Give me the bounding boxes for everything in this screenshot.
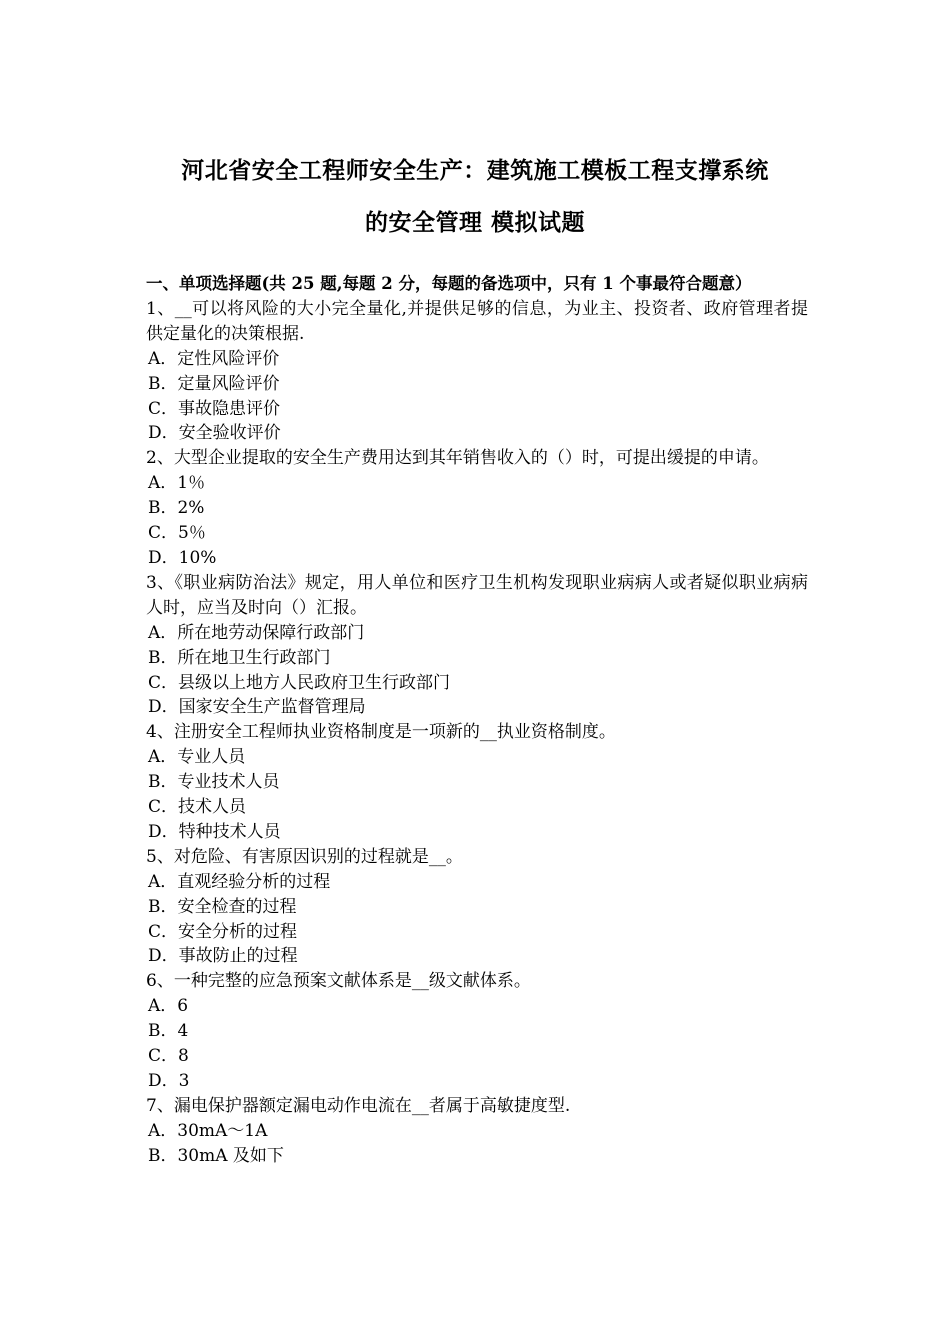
option-b: B．安全检查的过程 <box>148 896 297 917</box>
question-text: 1、__可以将风险的大小完全量化,并提供足够的信息，为业主、投资者、政府管理者提供定量化的决策根据. <box>146 298 808 344</box>
option-d: D．事故防止的过程 <box>148 946 298 967</box>
option-a: A．直观经验分析的过程 <box>148 871 331 892</box>
question-text: 3、《职业病防治法》规定，用人单位和医疗卫生机构发现职业病病人或者疑似职业病病人时，应当及时向（）汇报。 <box>146 572 808 618</box>
section-heading: 一、单项选择题(共 25 题,每题 2 分，每题的备选项中，只有 1 个事最符合题意） <box>146 274 752 293</box>
option-b: B．4 <box>148 1021 189 1042</box>
document-title-line1: 河北省安全工程师安全生产：建筑施工模板工程支撑系统 <box>181 157 769 184</box>
option-b: B．所在地卫生行政部门 <box>148 647 331 668</box>
question-text: 2、大型企业提取的安全生产费用达到其年销售收入的（）时，可提出缓提的申请。 <box>146 448 769 469</box>
option-d: D．安全验收评价 <box>148 423 281 444</box>
option-d: D．10% <box>148 547 217 568</box>
option-a: A．30mA～1A <box>148 1120 268 1141</box>
option-a: A．1％ <box>148 473 206 494</box>
option-a: A．所在地劳动保障行政部门 <box>148 622 365 643</box>
question-text: 5、对危险、有害原因识别的过程就是__。 <box>146 846 463 867</box>
option-c: C．安全分析的过程 <box>148 921 298 942</box>
option-a: A．6 <box>148 996 189 1017</box>
option-c: C．事故隐患评价 <box>148 398 281 419</box>
question-text: 6、一种完整的应急预案文献体系是__级文献体系。 <box>146 971 531 992</box>
option-a: A．专业人员 <box>148 747 246 768</box>
question <box>146 446 808 571</box>
question <box>146 1094 808 1169</box>
option-d: D．国家安全生产监督管理局 <box>148 697 366 718</box>
question <box>146 571 808 720</box>
option-b: B．30mA 及如下 <box>148 1145 284 1166</box>
option-b: B．专业技术人员 <box>148 772 280 793</box>
question <box>146 969 808 1094</box>
question <box>146 720 808 845</box>
option-a: A．定性风险评价 <box>148 348 280 369</box>
option-c: C．县级以上地方人民政府卫生行政部门 <box>148 672 451 693</box>
option-c: C．8 <box>148 1046 189 1067</box>
question <box>146 845 808 970</box>
option-c: C．5％ <box>148 523 206 544</box>
question-text: 4、注册安全工程师执业资格制度是一项新的__执业资格制度。 <box>146 722 616 743</box>
option-b: B．2% <box>148 498 205 519</box>
question-text: 7、漏电保护器额定漏电动作电流在__者属于高敏捷度型. <box>146 1095 571 1116</box>
option-b: B．定量风险评价 <box>148 373 280 394</box>
document-title-line2: 的安全管理 模拟试题 <box>364 209 585 236</box>
option-c: C．技术人员 <box>148 797 247 818</box>
question <box>146 297 808 446</box>
option-d: D．3 <box>148 1071 190 1091</box>
document-body <box>146 272 808 1169</box>
option-d: D．特种技术人员 <box>148 821 281 842</box>
